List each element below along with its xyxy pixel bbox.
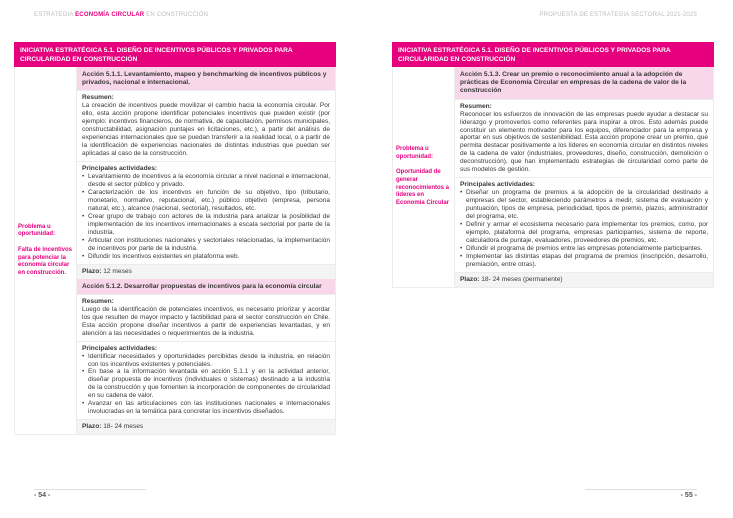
activities-list [82, 173, 330, 260]
action-title: Acción 5.1.3. Crear un premio o reconocimiento anual a la adopción de prácticas de Economía Circular en empresas de la cadena de valor de la construcción [455, 67, 713, 99]
footer-rule [585, 489, 697, 490]
activities-list [460, 189, 708, 269]
problem-column [393, 67, 455, 287]
activities-label: Principales actividades: [460, 181, 536, 189]
problem-label: Problema u oportunidad: [396, 146, 433, 160]
activity-item: • Caracterización de los incentivos en función de su objetivo, tipo (tributario, monetario, normativo, reputacional, etc.) público objetivo (empresa, persona natural, etc.), alcance (nacional, sectorial), resultados, etc. [82, 189, 330, 213]
summary-label: Resumen: [460, 102, 492, 110]
activity-item: • En base a la información levantada en acción 5.1.1 y en la actividad anterior, diseñar propuesta de incentivos (individuales o sistemas) destinado a la industria de la construcción y que fomenten la incorporación de componentes de circularidad en su cadena de valor. [82, 368, 330, 400]
page-number: - 54 - [34, 492, 51, 499]
initiative-table [14, 67, 336, 435]
header-highlight: ECONOMÍA CIRCULAR [75, 12, 145, 18]
header-suffix: EN CONSTRUCCIÓN [146, 12, 209, 18]
activity-item: • Diseñar un programa de premios a la adopción de la circularidad destinado a empresas del sector, estableciendo parámetros a medir, sistema de evaluación y puntuación, tipos de empresa, periodicidad, tipos de premio, plazos, administrador del programa, etc. [460, 189, 708, 221]
problem-text: Falta de incentivos para potenciar la economía circular en construcción. [18, 247, 73, 276]
action-title: Acción 5.1.2. Desarrollar propuestas de incentivos para la economía circular [77, 279, 335, 294]
right-page-panel [392, 42, 714, 288]
activity-item: • Definir y armar el ecosistema necesario para implementar los premios, como, por ejemplo, plataforma del programa, empresas participantes, sistema de reporte, calculadora de puntaje, evaluadores, proveedores de premios, etc. [460, 221, 708, 245]
page-number: - 55 - [680, 492, 697, 499]
running-header-left [34, 12, 208, 18]
running-header-right: PROPUESTA DE ESTRATEGIA SECTORAL 2021-2025 [539, 12, 697, 18]
initiative-banner: INICIATIVA ESTRATÉGICA 5.1. DISEÑO DE INCENTIVOS PÚBLICOS Y PRIVADOS PARA CIRCULARIDAD EN CONSTRUCCIÓN [14, 42, 336, 67]
left-page-panel [14, 42, 336, 435]
summary-text: Reconocer los esfuerzos de innovación de las empresas puede ayudar a destacar su liderazgo y promoverlos como referentes para inspirar a otros. Esto además puede constituir un elemento motivador para los equipos, diferenciador para la empresa y aportar en sus objetivos de sostenibilidad. Esta acción propone crear un premio, que permita destacar positivamente a los líderes en economía circular en distintos niveles de la cadena de valor (industriales, proveedores, diseño, construcción, demolición o deconstrucción), que han implementado estrategias de circularidad como parte de sus modelos de gestión. [460, 110, 708, 174]
plazo-label: Plazo: [82, 267, 102, 275]
activity-item: • Avanzar en las articulaciones con las instituciones nacionales e internacionales involucradas en la temática para concretar los incentivos diseñados. [82, 400, 330, 416]
problem-text-block [18, 224, 73, 278]
activity-item: • Articular con instituciones nacionales y sectoriales relacionadas, la implementación de incentivos por parte de la industria. [82, 237, 330, 253]
activities-section [77, 161, 335, 263]
plazo-row [455, 272, 713, 287]
action-title: Acción 5.1.1. Levantamiento, mapeo y benchmarking de incentivos públicos y privados, nacional e internacional. [77, 67, 335, 90]
actions-column [455, 67, 713, 287]
activity-item: • Difundir el programa de premios entre las empresas potencialmente participantes. [460, 245, 708, 253]
summary-text: La creación de incentivos puede movilizar el cambio hacia la economía circular. Por ello, esta acción propone identificar potenciales incentivos que pueden existir (por ejemplo: incentivos financieros, de normativa, de capacitación, permisos municipales, constructabilidad, asignación puntajes en licitaciones, etc.), a partir del análisis de experiencias internacionales que se puedan transferir a la realidad local, o a partir de la identificación de experiencias nacionales de distintas industrias que puedan ser aplicadas al caso de la construcción. [82, 102, 330, 158]
actions-column [77, 67, 335, 434]
activities-label: Principales actividades: [82, 344, 158, 352]
activity-item: • Levantamiento de incentivos a la economía circular a nivel nacional e internacional, desde el sector público y privado. [82, 173, 330, 189]
summary-section [455, 99, 713, 178]
plazo-value: 18- 24 meses [103, 423, 144, 431]
activity-item: • Identificar necesidades y oportunidades percibidas desde la industria, en relación con los incentivos existentes y potenciales. [82, 353, 330, 369]
plazo-value: 18- 24 meses (permanente) [481, 275, 563, 283]
activity-item: • Implementar las distintas etapas del programa de premios (inscripción, desarrollo, premiación, entre otras). [460, 253, 708, 269]
footer-rule [34, 489, 146, 490]
problem-column [15, 67, 77, 434]
problem-label: Problema u oportunidad: [18, 223, 55, 238]
activity-item: • Difundir los incentivos existentes en plataforma web. [82, 253, 330, 261]
summary-text: Luego de la identificación de potenciales incentivos, es necesario priorizar y acordar los que resulten de mayor impacto y factibilidad para el sector construcción en Chile. Esta acción propone diseñar incentivos a partir de experiencias levantadas, y en atención a las necesidades o requerimientos de la industria. [82, 305, 330, 337]
plazo-row [77, 264, 335, 279]
summary-section [77, 294, 335, 341]
summary-label: Resumen: [82, 94, 114, 102]
summary-section [77, 90, 335, 161]
activities-label: Principales actividades: [82, 165, 158, 173]
activity-item: • Crear grupo de trabajo con actores de la industria para analizar la posibilidad de implementación de los incentivos internacionales a escala sectorial por parte de la industria. [82, 213, 330, 237]
summary-label: Resumen: [82, 297, 114, 305]
activities-section [77, 341, 335, 420]
activities-list [82, 353, 330, 417]
activities-section [455, 177, 713, 272]
problem-text: Oportunidad de generar reconocimientos a líderes en Economía Circular [396, 169, 450, 206]
initiative-banner: INICIATIVA ESTRATÉGICA 5.1. DISEÑO DE INCENTIVOS PÚBLICOS Y PRIVADOS PARA CIRCULARIDAD EN CONSTRUCCIÓN [392, 42, 714, 67]
plazo-label: Plazo: [82, 423, 102, 431]
plazo-value: 12 meses [103, 267, 132, 275]
initiative-table [392, 67, 714, 288]
header-prefix: ESTRATEGIA [34, 12, 74, 18]
problem-text-block [396, 146, 451, 207]
plazo-label: Plazo: [460, 275, 480, 283]
plazo-row [77, 419, 335, 434]
